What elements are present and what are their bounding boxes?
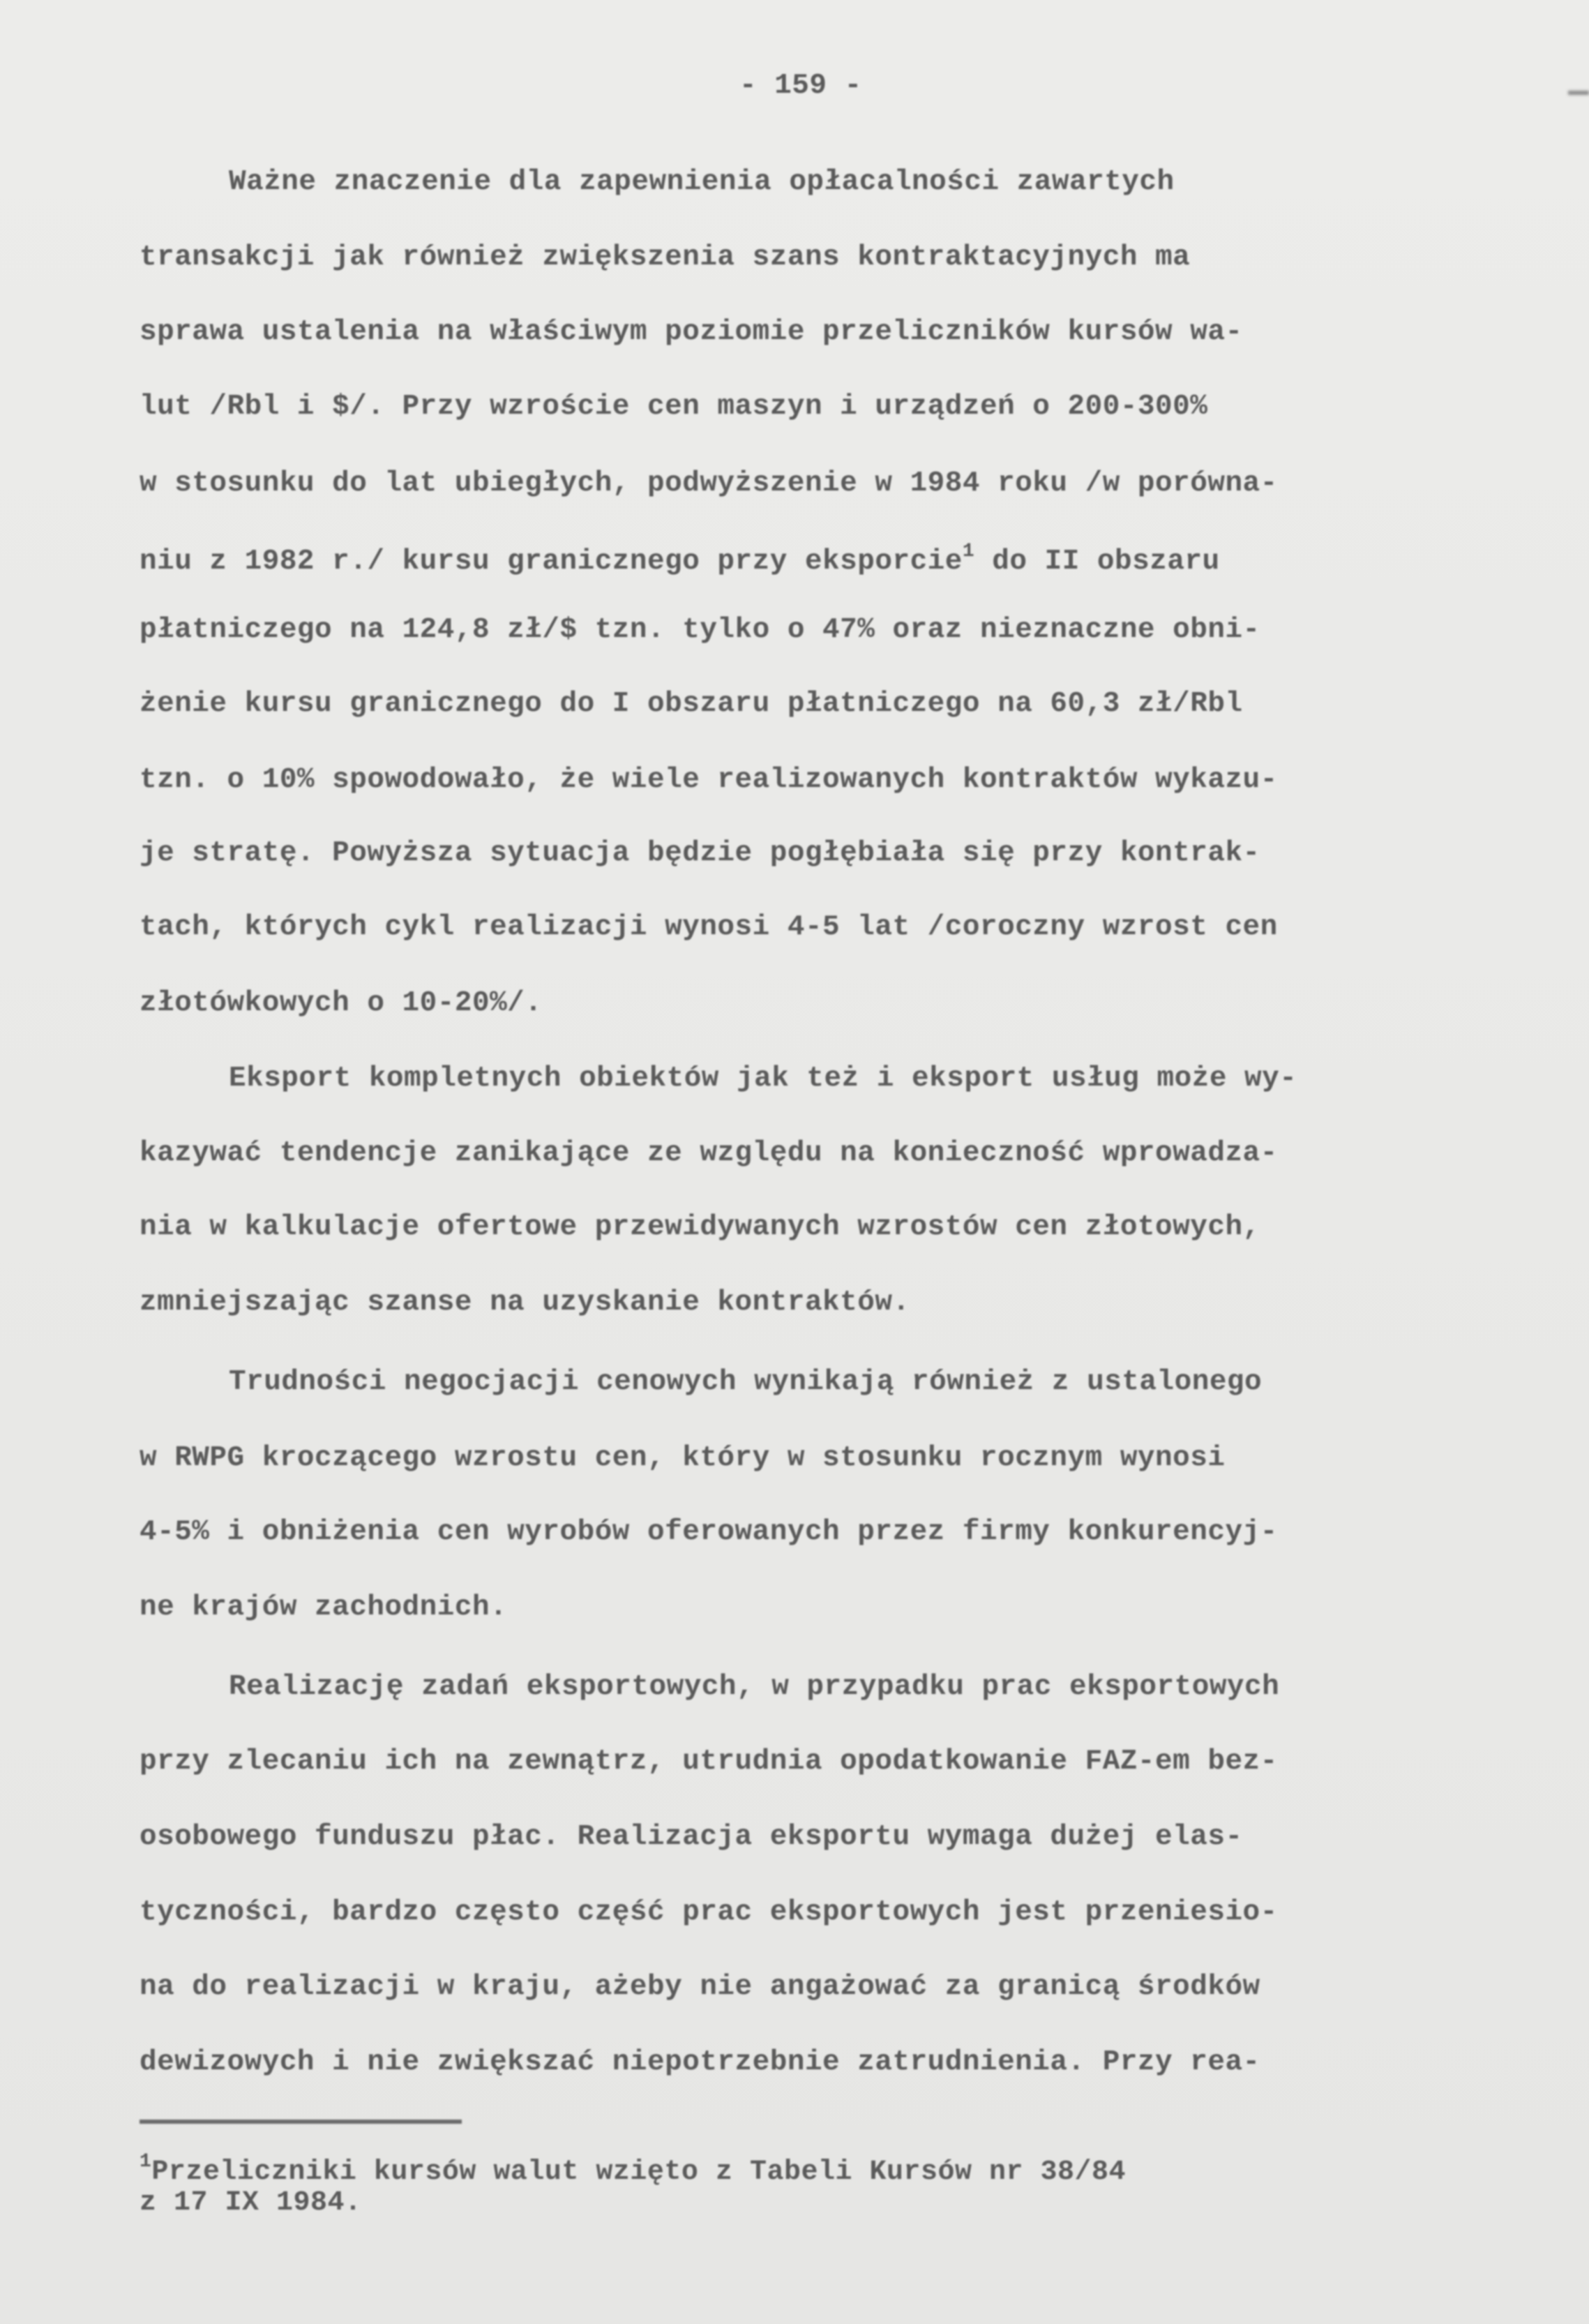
text-line: tzn. o 10% spowodowało, że wiele realizowanych kontraktów wykazu- <box>140 764 1278 796</box>
text-line: przy zlecaniu ich na zewnątrz, utrudnia opodatkowanie FAZ-em bez- <box>140 1746 1278 1778</box>
footnote-reference: 1 <box>962 541 975 562</box>
text-line: na do realizacji w kraju, ażeby nie angażować za granicą środków <box>140 1971 1260 2003</box>
text-line: transakcji jak również zwiększenia szans kontraktacyjnych ma <box>140 241 1191 273</box>
text-line: osobowego funduszu płac. Realizacja eksportu wymaga dużej elas- <box>140 1821 1243 1853</box>
text-line <box>140 541 1220 578</box>
text-segment: do II obszaru <box>974 546 1220 578</box>
text-line: Realizację zadań eksportowych, w przypadku prac eksportowych <box>229 1671 1280 1703</box>
text-line: zmniejszając szanse na uzyskanie kontraktów. <box>140 1287 910 1319</box>
text-line: nia w kalkulacje ofertowe przewidywanych wzrostów cen złotowych, <box>140 1211 1260 1243</box>
text-line: dewizowych i nie zwiększać niepotrzebnie zatrudnienia. Przy rea- <box>140 2046 1260 2078</box>
text-line: tyczności, bardzo często część prac eksportowych jest przeniesio- <box>140 1896 1278 1928</box>
footnote-text: Przeliczniki kursów walut wzięto z Tabeli Kursów nr 38/84 <box>151 2157 1127 2188</box>
text-line: lut /Rbl i $/. Przy wzroście cen maszyn i urządzeń o 200-300% <box>140 391 1208 423</box>
page-number: - 159 - <box>739 70 862 102</box>
footnote-line: z 17 IX 1984. <box>140 2187 362 2219</box>
text-line: Ważne znaczenie dla zapewnienia opłacalności zawartych <box>229 166 1175 198</box>
footnote-marker: 1 <box>140 2151 152 2173</box>
text-line: w stosunku do lat ubiegłych, podwyższenie w 1984 roku /w porówna- <box>140 467 1278 500</box>
text-line: 4-5% i obniżenia cen wyrobów oferowanych przez firmy konkurencyj- <box>140 1516 1278 1548</box>
footnote-line <box>140 2151 1126 2188</box>
text-line: Trudności negocjacji cenowych wynikają również z ustalonego <box>229 1366 1263 1398</box>
text-line: płatniczego na 124,8 zł/$ tzn. tylko o 47% oraz nieznaczne obni- <box>140 614 1260 646</box>
text-line: kazywać tendencje zanikające ze względu na konieczność wprowadza- <box>140 1137 1278 1169</box>
text-line: złotówkowych o 10-20%/. <box>140 987 543 1019</box>
text-line: żenie kursu granicznego do I obszaru płatniczego na 60,3 zł/Rbl <box>140 688 1243 720</box>
text-line: Eksport kompletnych obiektów jak też i eksport usług może wy- <box>229 1063 1297 1095</box>
text-line: tach, których cykl realizacji wynosi 4-5 lat /coroczny wzrost cen <box>140 911 1278 943</box>
text-line: sprawa ustalenia na właściwym poziomie przeliczników kursów wa- <box>140 316 1243 348</box>
text-segment: niu z 1982 r./ kursu granicznego przy eksporcie <box>140 546 963 578</box>
text-line: w RWPG kroczącego wzrostu cen, który w stosunku rocznym wynosi <box>140 1442 1226 1474</box>
paper-mark <box>1568 91 1589 95</box>
text-line: je stratę. Powyższa sytuacja będzie pogłębiała się przy kontrak- <box>140 837 1260 869</box>
footnote-divider <box>140 2120 462 2124</box>
text-line: ne krajów zachodnich. <box>140 1591 508 1624</box>
